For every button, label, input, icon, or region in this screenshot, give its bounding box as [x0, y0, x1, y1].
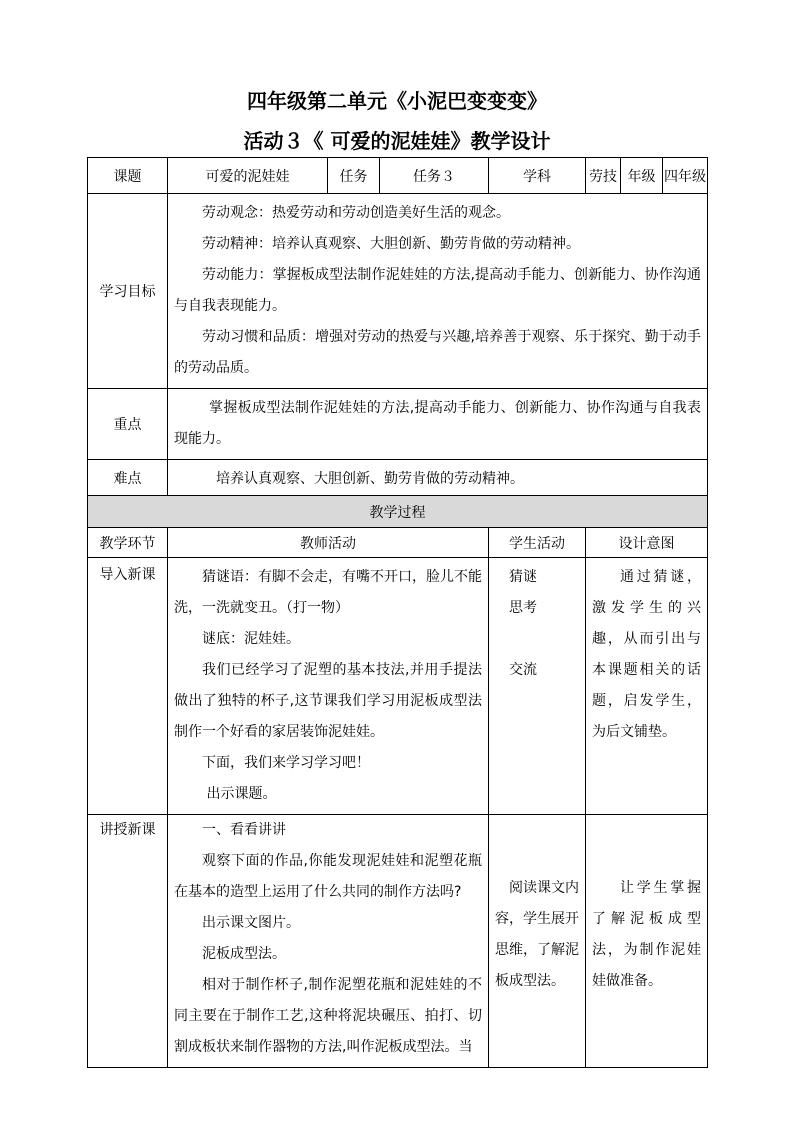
objective-item: 劳动能力：掌握板成型法制作泥娃娃的方法,提高动手能力、创新能力、协作沟通与自我表现能力。: [174, 267, 701, 314]
teacher-paragraph: 观察下面的作品,你能发现泥娃娃和泥塑花瓶在基本的造型上运用了什么共同的制作方法吗?: [174, 853, 482, 900]
info-row: [88, 158, 708, 194]
teacher-paragraph: 猜谜语：有脚不会走，有嘴不开口，脸儿不能洗，一洗就变丑。（打一物）: [174, 569, 482, 616]
task-value: 任务３: [380, 158, 489, 194]
teacher-paragraph: 出示课文图片。: [202, 915, 300, 931]
process-row-intro: [88, 558, 708, 815]
objectives-content: [168, 194, 708, 389]
student-activity-cell: [489, 558, 586, 815]
difficulty-row: [88, 460, 708, 496]
column-header-teacher: 教师活动: [168, 528, 489, 558]
teacher-paragraph: 出示课题。: [202, 786, 277, 802]
subject-value: 劳技: [586, 158, 621, 194]
student-text: 阅读课文内容，学生展开思维，了解泥板成型法。: [495, 880, 579, 989]
teacher-paragraph: 谜底：泥娃娃。: [202, 631, 300, 647]
grade-value: 四年级: [663, 158, 708, 194]
student-line: [495, 624, 579, 655]
stage-cell: 讲授新课: [88, 815, 168, 1068]
task-label: 任务: [328, 158, 380, 194]
subject-label: 学科: [489, 158, 586, 194]
teacher-activity-cell: [168, 815, 489, 1068]
student-line: 交流: [509, 662, 537, 678]
student-line: 猜谜: [509, 569, 537, 585]
document-subtitle: 活动３《 可爱的泥娃娃》教学设计: [243, 129, 551, 153]
objectives-label: 学习目标: [88, 194, 168, 389]
document-title: 四年级第二单元《小泥巴变变变》: [247, 89, 547, 113]
teacher-paragraph: 泥板成型法。: [202, 946, 286, 962]
difficulty-label: 难点: [88, 460, 168, 496]
stage-cell: 导入新课: [88, 558, 168, 815]
student-line: 思考: [509, 600, 537, 616]
intent-cell: [586, 558, 708, 815]
key-point-row: [88, 389, 708, 460]
intent-text: 通过猜谜，激发学生的兴趣，从而引出与本课题相关的话题，启发学生，为后文铺垫。: [592, 569, 701, 740]
teacher-paragraph: 下面，我们来学习学习吧！: [202, 755, 370, 771]
column-header-student: 学生活动: [489, 528, 586, 558]
objective-item: 劳动观念：热爱劳动和劳动创造美好生活的观念。: [202, 205, 510, 221]
topic-label: 课题: [88, 158, 168, 194]
lesson-plan-table: [87, 157, 708, 1068]
teacher-paragraph: 我们已经学习了泥塑的基本技法,并用手提法做出了独特的杯子,这节课我们学习用泥板成型法制作一个好看的家居装饰泥娃娃。: [174, 662, 482, 740]
difficulty-text: 培养认真观察、大胆创新、勤劳肯做的劳动精神。: [216, 470, 524, 487]
intent-cell: [586, 815, 708, 1068]
grade-label: 年级: [621, 158, 663, 194]
objectives-row: [88, 194, 708, 389]
teacher-paragraph: 一、看看讲讲: [202, 822, 286, 838]
objective-item: 劳动精神：培养认真观察、大胆创新、勤劳肯做的劳动精神。: [202, 236, 580, 252]
teacher-paragraph: 相对于制作杯子,制作泥塑花瓶和泥娃娃的不同主要在于制作工艺,这种将泥块碾压、拍打、切割成板状来制作器物的方法,叫作泥板成型法。当: [174, 977, 482, 1055]
process-header: 教学过程: [88, 496, 708, 528]
topic-value: 可爱的泥娃娃: [168, 158, 328, 194]
key-point-label: 重点: [88, 389, 168, 460]
process-header-row: [88, 496, 708, 528]
column-header-intent: 设计意图: [586, 528, 708, 558]
intent-text: 让学生掌握了解泥板成型法，为制作泥娃娃做准备。: [592, 880, 701, 989]
column-header-stage: 教学环节: [88, 528, 168, 558]
key-point-text: 掌握板成型法制作泥娃娃的方法,提高动手能力、创新能力、协作沟通与自我表现能力。: [174, 400, 701, 447]
objective-item: 劳动习惯和品质：增强对劳动的热爱与兴趣,培养善于观察、乐于探究、勤于动手的劳动品质。: [174, 329, 701, 376]
process-columns-row: [88, 528, 708, 558]
teacher-activity-cell: [168, 558, 489, 815]
process-row-lecture: [88, 815, 708, 1068]
student-activity-cell: [489, 815, 586, 1068]
